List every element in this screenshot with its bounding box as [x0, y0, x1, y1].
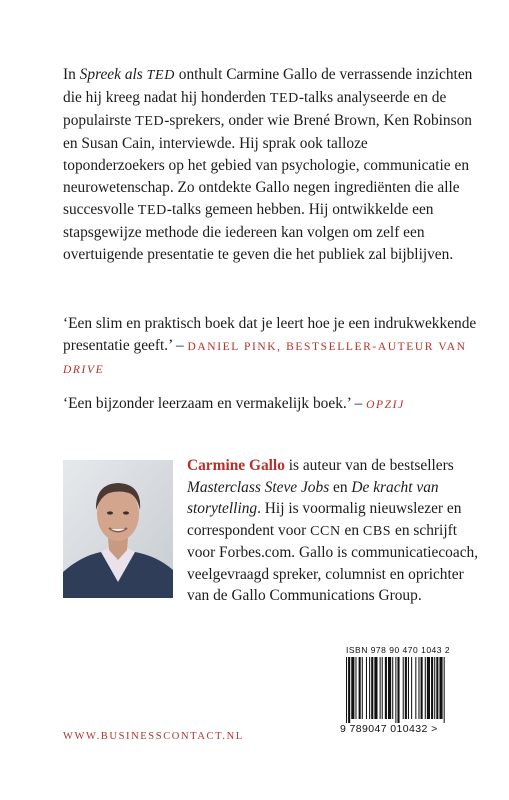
barcode-bar [382, 657, 383, 719]
ted-label: TED [135, 114, 165, 129]
network-label: CCN [310, 523, 341, 539]
bio-text: en [329, 478, 352, 496]
author-photo [63, 460, 173, 598]
barcode-bar [431, 657, 433, 719]
barcode-bar [385, 657, 387, 719]
barcode-bar [405, 657, 407, 719]
barcode-bar [421, 657, 423, 719]
barcode-bar [397, 657, 399, 723]
book-title: Spreek als [79, 66, 143, 83]
isbn-label: ISBN 978 90 470 1043 2 [346, 645, 451, 655]
quote-text: ‘Een bijzonder leerzaam en vermakelijk boek.’ – [63, 395, 363, 412]
barcode-bar [366, 657, 367, 719]
barcode-bar [388, 657, 391, 719]
network-label: CBS [362, 523, 392, 539]
publisher-url: WWW.BUSINESSCONTACT.NL [63, 731, 244, 742]
barcode-bar [395, 657, 396, 723]
review-quote [63, 393, 478, 416]
barcode-bar [427, 657, 430, 719]
author-bio [187, 455, 487, 607]
bio-text: en schrijft voor Forbes.com. Gallo is communicatiecoach, veelgevraagd spreker, columnist en oprichter van de Gallo Communications Group. [187, 521, 479, 604]
barcode-bar [346, 657, 347, 723]
barcode-bar [392, 657, 393, 719]
isbn-barcode [340, 645, 490, 737]
barcode-bar [362, 657, 363, 719]
attribution-book: DRIVE [63, 364, 105, 376]
barcode-bar [434, 657, 435, 719]
ted-label: TED [269, 91, 299, 106]
blurb-text: onthult Carmine Gallo de verrassende inzichten die hij kreeg nadat hij honderden [63, 66, 473, 106]
barcode-bar [411, 657, 412, 719]
barcode-bar [418, 657, 419, 719]
barcode-bar [425, 657, 426, 719]
blurb-text: -sprekers, onder wie Brené Brown, Ken Robinson en Susan Cain, interviewde. Hij sprak ook talloze toponderzoekers op het gebied van psychologie, communicatie en neurowetenschap. Zo ontdekte Gallo negen ingrediënten die alle succesvolle [63, 112, 472, 218]
barcode-bar [374, 657, 377, 719]
barcode-bar [369, 657, 370, 719]
barcode-bar [359, 657, 361, 719]
author-name: Carmine Gallo [187, 457, 285, 474]
barcode-bar [444, 657, 445, 723]
quote-attribution [366, 399, 405, 411]
barcode-bar [403, 657, 404, 719]
bio-text: is auteur van de bestsellers [284, 457, 454, 474]
barcode-bar [415, 657, 416, 719]
quote-text: ‘Een slim en praktisch boek dat je leert hoe je een indrukwekkende presentatie geeft.’ – [63, 315, 477, 354]
barcode-bar [351, 657, 354, 719]
attribution-text: DANIEL PINK, BESTSELLER-AUTEUR VAN [187, 341, 467, 353]
attribution-source: OPZIJ [366, 399, 405, 411]
barcode-bar [439, 657, 442, 719]
barcode-bar [380, 657, 381, 719]
bio-text: en [340, 521, 363, 539]
blurb-text: -talks gemeen hebben. Hij ontwikkelde een stapsgewijze methode die iedereen kan volgen om zelf een overtuigende presentatie te geven die het publiek zal bijblijven. [63, 201, 454, 263]
barcode-bar [355, 657, 356, 719]
review-quote [63, 313, 478, 381]
ted-label: TED [137, 203, 167, 218]
barcode-bar [436, 657, 438, 719]
isbn-digits: 9 789047 010432 > [340, 723, 438, 735]
book-description [63, 64, 473, 266]
bio-book-title: Masterclass Steve Jobs [187, 478, 330, 496]
barcode-bar [408, 657, 409, 719]
blurb-text: In [63, 66, 80, 83]
author-portrait-image [63, 460, 173, 598]
bio-book-title: De kracht van storytelling [187, 478, 439, 517]
ted-label: TED [146, 68, 175, 83]
blurb-text: -talks analyseerde en de populairste [63, 89, 447, 129]
barcode-bar [348, 657, 350, 723]
barcode-bar [371, 657, 373, 719]
bio-text: . Hij is voormalig nieuwslezer en correspondent voor [187, 500, 462, 539]
barcode-bars [346, 657, 482, 723]
